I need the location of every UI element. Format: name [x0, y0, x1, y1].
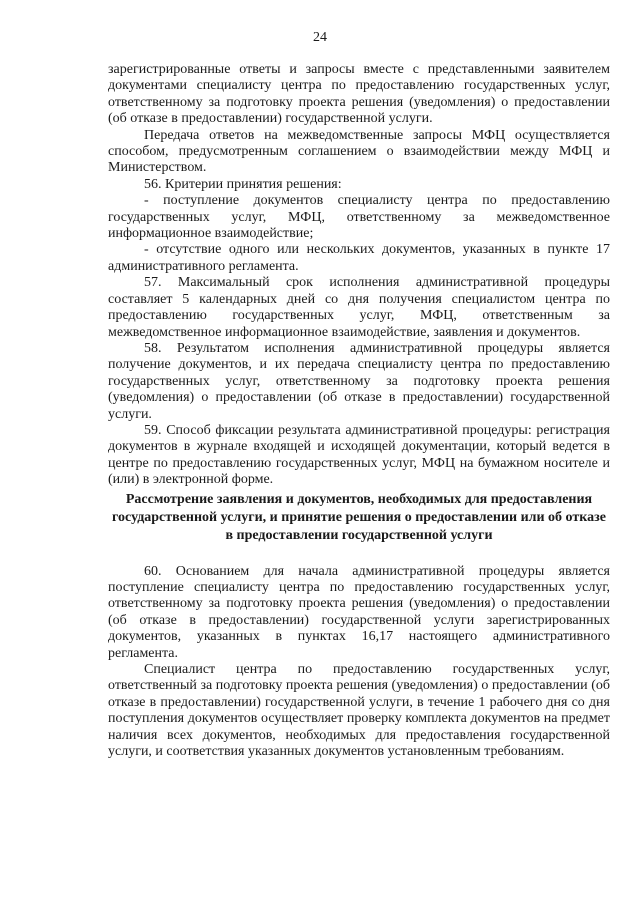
- paragraph: 56. Критерии принятия решения:: [144, 176, 342, 192]
- paragraph: - поступление документов специалисту центра по предоставлению государственных услуг, МФЦ, ответственному за межведомственное информационное взаимодействие;: [108, 193, 610, 242]
- paragraph: - отсутствие одного или нескольких документов, указанных в пункте 17 административного регламента.: [108, 242, 610, 274]
- section-heading: Рассмотрение заявления и документов, необходимых для предоставления государственной услуги, и принятие решения о предоставлении или об отказе в предоставлении государственной услуги: [112, 491, 606, 543]
- paragraph: зарегистрированные ответы и запросы вместе с представленными заявителем документами специалисту центра по предоставлению государственных услуг, ответственному за подготовку проекта решения (уведомления) о предоставлении (об отказе в предоставлении) государственной услуги.: [108, 62, 610, 127]
- paragraph: 60. Основанием для начала административной процедуры является поступление специалисту центра по предоставлению государственных услуг, ответственному за подготовку проекта решения (уведомления) о предоставлении (об отказе в предоставлении) государственной услуги зарегистрированных документов, указанных в пунктах 16,17 настоящего административного регламента.: [108, 563, 610, 661]
- paragraph: 58. Результатом исполнения административной процедуры является получение документов, и их передача специалисту центра по предоставлению государственных услуг, ответственному за подготовку проекта решения (уведомления) о предоставлении (об отказе в предоставлении) государственной услуги.: [108, 340, 610, 422]
- paragraph: Специалист центра по предоставлению государственных услуг, ответственный за подготовку проекта решения (уведомления) о предоставлении (об отказе в предоставлении) государственной услуги, в течение 1 рабочего дня со дня поступления документов осуществляет проверку комплекта документов на предмет наличия всех документов, необходимых для предоставления государственной услуги, и соответствия указанных документов установленным требованиям.: [108, 662, 610, 760]
- paragraph: 59. Способ фиксации результата административной процедуры: регистрация документов в журнале входящей и исходящей документации, который ведется в центре по предоставлению государственных услуг, МФЦ на бумажном носителе и (или) в электронной форме.: [108, 422, 610, 488]
- section-spacer: [108, 545, 610, 564]
- paragraph: 57. Максимальный срок исполнения административной процедуры составляет 5 календарных дней со дня получения специалистом центра по предоставлению государственных услуг, МФЦ, ответственным за межведомственное информационное взаимодействие, заявления и документов.: [108, 275, 610, 340]
- page-body: [108, 62, 610, 760]
- page-number: 24: [313, 30, 327, 45]
- paragraph: Передача ответов на межведомственные запросы МФЦ осуществляется способом, предусмотренным соглашением о взаимодействии между МФЦ и Министерством.: [108, 127, 610, 176]
